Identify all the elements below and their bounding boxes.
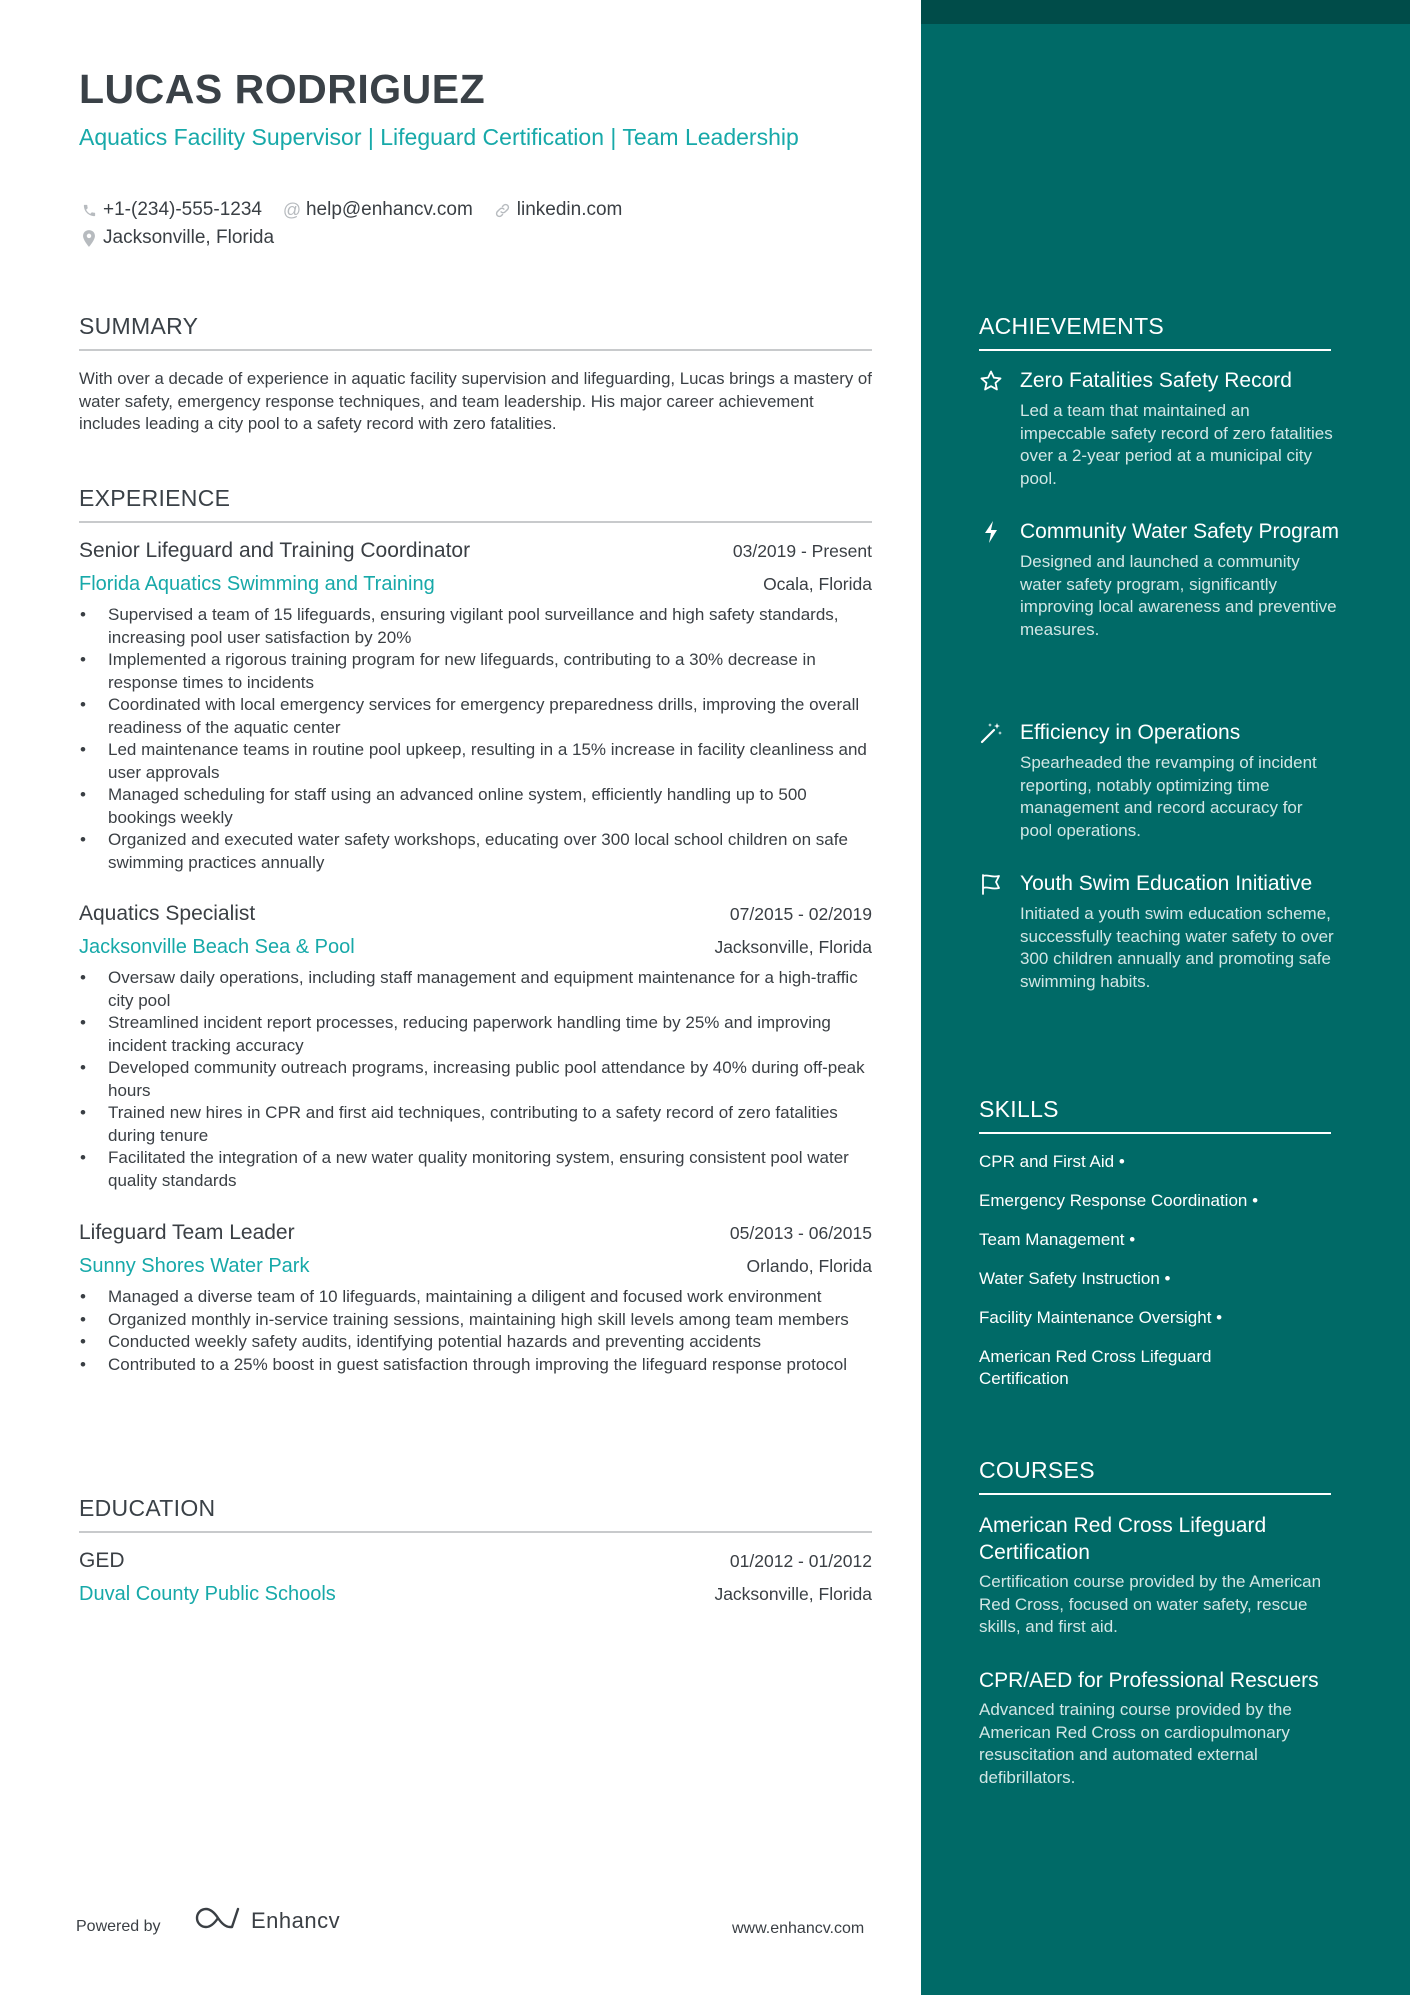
education-dates: 01/2012 - 01/2012 [729, 1551, 872, 1571]
skill-item: Water Safety Instruction • [979, 1269, 1171, 1288]
summary-heading: SUMMARY [79, 313, 872, 351]
skill-item: CPR and First Aid • [979, 1152, 1125, 1171]
contact-linkedin[interactable] [493, 199, 623, 221]
footer-url[interactable]: www.enhancv.com [732, 1920, 865, 1937]
job-bullets [79, 604, 872, 874]
achievement-title: Zero Fatalities Safety Record [1020, 369, 1292, 392]
achievement-title: Community Water Safety Program [1020, 520, 1339, 543]
infinity-logo-icon [195, 1906, 241, 1935]
bullet-item: • Led maintenance teams in routine pool upkeep, resulting in a 15% increase in facility cleanliness and user approvals [79, 739, 872, 784]
bullet-item: • Implemented a rigorous training program for new lifeguards, contributing to a 30% decrease in response times to incidents [79, 649, 872, 694]
course-title: American Red Cross Lifeguard Certification [979, 1514, 1267, 1564]
experience-heading: EXPERIENCE [79, 485, 872, 523]
skill-item: Facility Maintenance Oversight • [979, 1308, 1223, 1327]
headline: Aquatics Facility Supervisor | Lifeguard Certification | Team Leadership [79, 124, 799, 150]
job-title: Aquatics Specialist [79, 902, 256, 925]
education-heading: EDUCATION [79, 1495, 872, 1533]
job-dates: 03/2019 - Present [732, 541, 872, 561]
course-item [979, 1512, 1331, 1639]
achievement-title: Efficiency in Operations [1020, 721, 1241, 744]
job-entry [79, 902, 872, 1192]
contact-email[interactable] [282, 199, 473, 221]
powered-by-label: Powered by [76, 1918, 161, 1935]
job-company[interactable]: Jacksonville Beach Sea & Pool [79, 936, 355, 958]
phone-icon [79, 200, 99, 220]
job-title: Senior Lifeguard and Training Coordinator [79, 539, 471, 562]
course-desc: Certification course provided by the American Red Cross, focused on water safety, rescue skills, and first aid. [979, 1572, 1322, 1636]
job-dates: 05/2013 - 06/2015 [729, 1223, 872, 1243]
skill-item: Team Management • [979, 1230, 1136, 1249]
enhancv-logo[interactable] [195, 1906, 340, 1935]
school-location: Jacksonville, Florida [714, 1584, 872, 1604]
achievement-desc: Initiated a youth swim education scheme, successfully teaching water safety to over 300 children annually and promoting safe swimming habits. [1020, 904, 1334, 991]
job-location: Ocala, Florida [763, 574, 872, 594]
summary-text: With over a decade of experience in aquatic facility supervision and lifeguarding, Lucas brings a mastery of water safety, emergency response techniques, and team leadership. His major career achievement includes leading a city pool to a safety record with zero fatalities. [79, 369, 872, 433]
achievement-desc: Led a team that maintained an impeccable safety record of zero fatalities over a 2-year period at a municipal city pool. [1020, 401, 1333, 488]
achievement-item [979, 870, 1339, 993]
job-company[interactable]: Florida Aquatics Swimming and Training [79, 573, 435, 595]
skills-heading: SKILLS [979, 1096, 1331, 1134]
location-text: Jacksonville, Florida [103, 227, 275, 248]
contact-location [79, 227, 274, 249]
job-company[interactable]: Sunny Shores Water Park [79, 1255, 310, 1277]
skills-list [979, 1151, 1331, 1407]
job-bullets [79, 967, 872, 1192]
magic-wand-icon [979, 721, 1003, 745]
achievement-desc: Designed and launched a community water safety program, significantly improving local awareness and preventive measures. [1020, 552, 1337, 639]
education-entry [79, 1549, 872, 1613]
job-title: Lifeguard Team Leader [79, 1221, 295, 1244]
bullet-item: • Organized monthly in-service training sessions, maintaining high skill levels among team members [79, 1309, 872, 1332]
bullet-item: • Conducted weekly safety audits, identifying potential hazards and preventing accidents [79, 1331, 872, 1354]
contact-info [79, 196, 879, 252]
achievement-item [979, 518, 1339, 641]
course-title: CPR/AED for Professional Rescuers [979, 1669, 1319, 1692]
bullet-item: • Contributed to a 25% boost in guest satisfaction through improving the lifeguard response protocol [79, 1354, 872, 1377]
skill-item: American Red Cross Lifeguard Certification [979, 1347, 1212, 1388]
bullet-item: • Coordinated with local emergency services for emergency preparedness drills, improving the overall readiness of the aquatic center [79, 694, 872, 739]
job-entry [79, 539, 872, 874]
candidate-name: LUCAS RODRIGUEZ [79, 66, 486, 112]
bullet-item: • Developed community outreach programs, increasing public pool attendance by 40% during off-peak hours [79, 1057, 872, 1102]
email-text: help@enhancv.com [305, 199, 473, 220]
contact-phone[interactable] [79, 199, 262, 221]
sidebar-top-band [921, 0, 1410, 24]
linkedin-text: linkedin.com [516, 199, 623, 220]
bullet-item: • Oversaw daily operations, including staff management and equipment maintenance for a high-traffic city pool [79, 967, 872, 1012]
bullet-item: • Organized and executed water safety workshops, educating over 300 local school children on safe swimming practices annually [79, 829, 872, 874]
link-icon [493, 200, 513, 220]
bullet-item: • Facilitated the integration of a new water quality monitoring system, ensuring consistent pool water quality standards [79, 1147, 872, 1192]
phone-text: +1-(234)-555-1234 [103, 199, 262, 220]
course-desc: Advanced training course provided by the American Red Cross on cardiopulmonary resuscitation and automated external defibrillators. [979, 1700, 1292, 1787]
location-pin-icon [79, 228, 99, 248]
bullet-item: • Supervised a team of 15 lifeguards, ensuring vigilant pool surveillance and high safety standards, increasing pool user satisfaction by 20% [79, 604, 872, 649]
achievement-title: Youth Swim Education Initiative [1020, 872, 1313, 895]
courses-heading: COURSES [979, 1457, 1331, 1495]
bullet-item: • Managed scheduling for staff using an advanced online system, efficiently handling up to 500 bookings weekly [79, 784, 872, 829]
achievement-item [979, 367, 1339, 490]
bullet-item: • Trained new hires in CPR and first aid techniques, contributing to a safety record of zero fatalities during tenure [79, 1102, 872, 1147]
job-entry [79, 1221, 872, 1376]
degree: GED [79, 1549, 125, 1572]
achievements-heading: ACHIEVEMENTS [979, 313, 1331, 351]
star-icon [979, 369, 1003, 393]
achievement-desc: Spearheaded the revamping of incident reporting, notably optimizing time management and record accuracy for pool operations. [1020, 753, 1317, 840]
job-dates: 07/2015 - 02/2019 [729, 904, 872, 924]
course-item [979, 1667, 1331, 1789]
job-bullets [79, 1286, 872, 1376]
bullet-item: • Streamlined incident report processes, reducing paperwork handling time by 25% and improving incident tracking accuracy [79, 1012, 872, 1057]
flag-icon [979, 872, 1003, 896]
at-icon: @ [282, 199, 302, 220]
achievement-item [979, 719, 1339, 842]
school-name[interactable]: Duval County Public Schools [79, 1583, 336, 1605]
bullet-item: • Managed a diverse team of 10 lifeguards, maintaining a diligent and focused work environment [79, 1286, 872, 1309]
lightning-icon [979, 520, 1003, 544]
job-location: Orlando, Florida [746, 1256, 872, 1276]
job-location: Jacksonville, Florida [714, 937, 872, 957]
skill-item: Emergency Response Coordination • [979, 1191, 1259, 1210]
brand-name: Enhancv [251, 1907, 341, 1933]
